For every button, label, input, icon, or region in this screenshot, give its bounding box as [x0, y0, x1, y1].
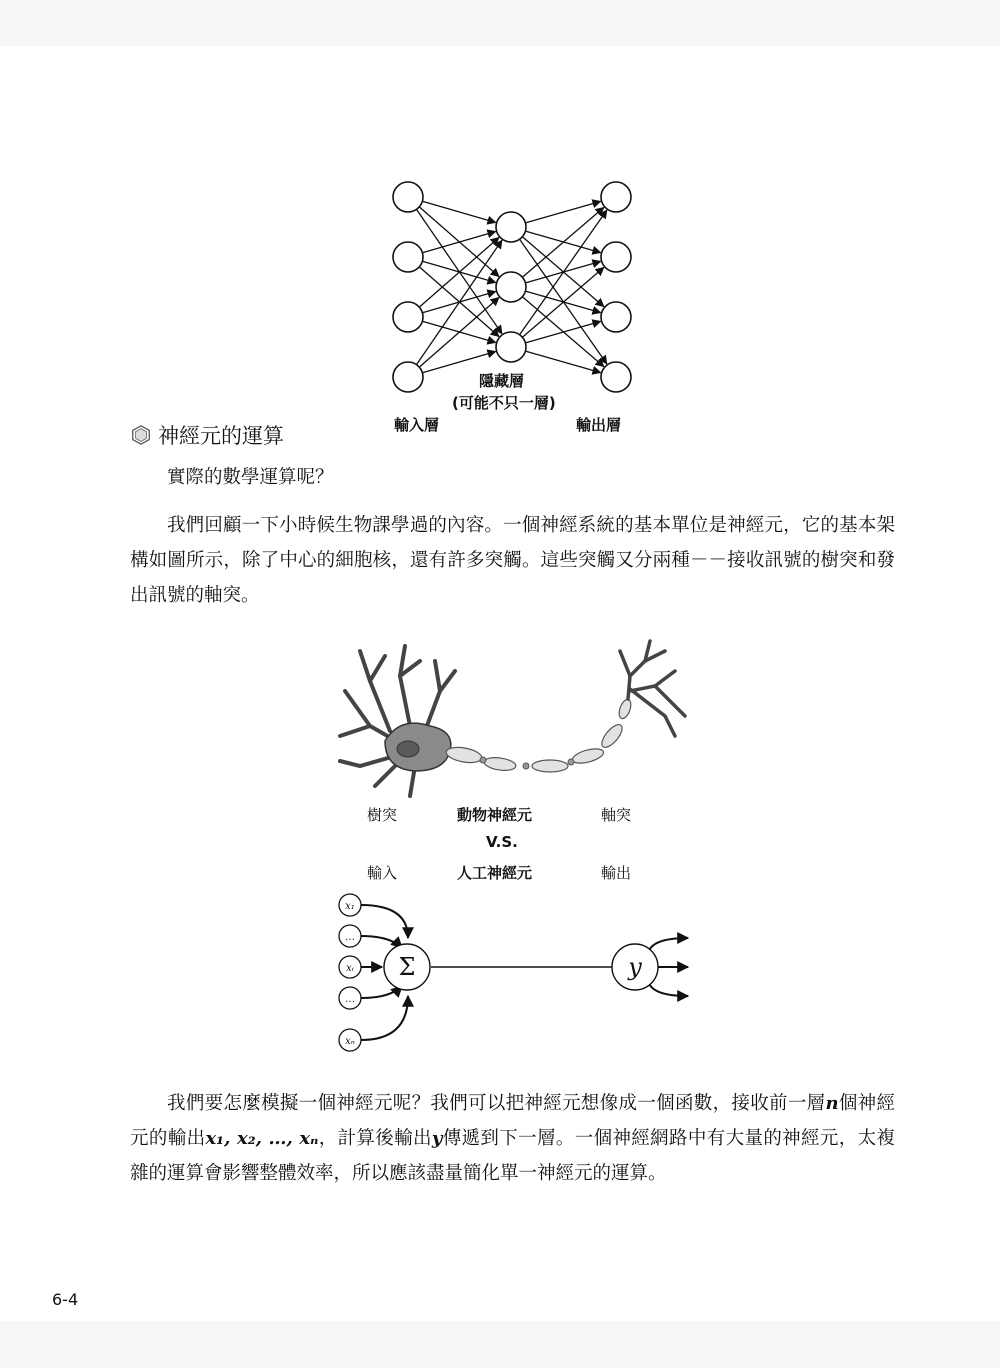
- nucleus: [397, 741, 419, 757]
- input-x1: x₁: [345, 901, 355, 912]
- neuron-illustration: [330, 631, 700, 801]
- input-node: [393, 182, 423, 212]
- hidden-node: [496, 332, 526, 362]
- edge-input-hidden: [416, 240, 501, 364]
- perceptron-graph: [330, 878, 700, 1058]
- input-layer-label: 輸入層: [394, 416, 440, 434]
- output-node: [601, 242, 631, 272]
- edge-hidden-output: [522, 207, 603, 277]
- edge-input-hidden: [419, 298, 499, 368]
- paragraph-simulation-part1: 我們要怎麼模擬一個神經元呢？我們可以把神經元想像成一個函數，接收前一層: [167, 1093, 826, 1114]
- artificial-neuron-diagram: [330, 878, 700, 1058]
- input-label: 輸入: [367, 864, 398, 882]
- paragraph-biology: 我們回顧一下小時候生物課學過的內容。一個神經系統的基本單位是神經元，它的基本架構如圖所示，除了中心的細胞核，還有許多突觸。這些突觸又分兩種－－接收訊號的樹突和發出訊號的軸突。: [130, 515, 895, 606]
- input-node: [393, 362, 423, 392]
- input-xi: xᵢ: [346, 963, 354, 974]
- hidden-node: [496, 212, 526, 242]
- output-symbol: y: [628, 953, 642, 981]
- input-node: [393, 302, 423, 332]
- input-node: [393, 242, 423, 272]
- section-heading: [130, 420, 284, 450]
- math-inputs: x₁, x₂, …, xₙ: [205, 1128, 319, 1149]
- page: [0, 46, 1000, 1321]
- input-ellipsis-2: …: [345, 994, 355, 1005]
- biological-neuron-figure: [330, 631, 700, 801]
- biological-neuron-label: 動物神經元: [457, 806, 533, 824]
- section-title: 神經元的運算: [158, 424, 284, 448]
- axon-label: 軸突: [601, 806, 632, 824]
- artificial-neuron-label: 人工神經元: [457, 864, 533, 882]
- output-node: [601, 182, 631, 212]
- paragraph-simulation-part4: 傳遞到下一層。一個神經網路中有大量的神經元，太複雜的運算會影響整體效率，所以應該盡量簡化單一神經元的運算。: [130, 1128, 895, 1184]
- versus-label: V.S.: [486, 833, 518, 851]
- output-node: [601, 362, 631, 392]
- math-n: n: [825, 1093, 839, 1114]
- dendrite-label: 樹突: [367, 806, 398, 824]
- input-ellipsis-1: …: [345, 932, 355, 943]
- paragraph-intro: 實際的數學運算呢？: [167, 467, 334, 488]
- sum-symbol: Σ: [398, 953, 416, 981]
- hidden-layer-label: 隱藏層: [479, 372, 525, 390]
- input-xn: xₙ: [345, 1036, 355, 1047]
- paragraph-simulation-part2: 個神經元的輸出: [130, 1093, 895, 1149]
- output-node: [601, 302, 631, 332]
- page-number: 6-4: [52, 1290, 79, 1309]
- neural-network-diagram: [380, 132, 650, 442]
- hexagon-cube-icon: [130, 424, 152, 446]
- edge-input-hidden: [419, 238, 499, 308]
- paragraph-simulation-part3: ，計算後輸出: [318, 1128, 432, 1149]
- edge-hidden-output: [522, 267, 603, 337]
- output-label: 輸出: [601, 864, 632, 882]
- edge-hidden-output: [520, 210, 607, 335]
- paragraph-simulation: [130, 1086, 895, 1191]
- hidden-node: [496, 272, 526, 302]
- hidden-layer-note: (可能不只一層): [452, 394, 556, 412]
- math-y: y: [431, 1128, 443, 1149]
- output-layer-label: 輸出層: [576, 416, 622, 434]
